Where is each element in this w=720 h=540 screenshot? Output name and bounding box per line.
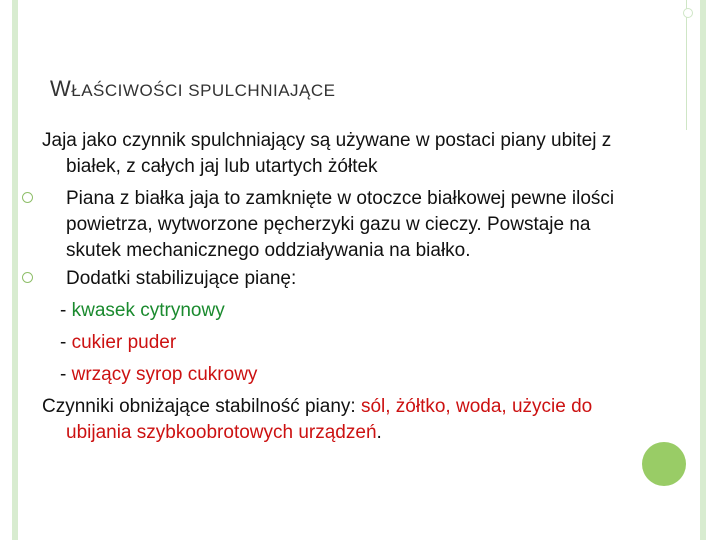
additive-item — [42, 362, 642, 388]
decorative-ring — [683, 8, 693, 18]
bullet-circle-icon — [22, 272, 33, 283]
additive-item — [42, 330, 642, 356]
bullet-item — [42, 266, 642, 292]
bullet-text: Piana z białka jaja to zamknięte w otoczce białkowej pewne ilości powietrza, wytworzone pęcherzyki gazu w cieczy. Powstaje na skutek mechanicznego oddziaływania na białko. — [66, 188, 615, 261]
dash: - — [60, 332, 72, 353]
additive-text: cukier puder — [71, 332, 177, 353]
title-rest: ŁAŚCIWOŚCI SPULCHNIAJĄCE — [71, 81, 336, 100]
additive-text: kwasek cytrynowy — [71, 300, 225, 321]
dash: - — [60, 300, 72, 321]
additive-text: wrzący syrop cukrowy — [71, 364, 258, 385]
factors-value: sól, żółtko, woda, użycie do ubijania szybkoobrotowych urządzeń — [66, 396, 593, 443]
factors-label: Czynniki obniżające stabilność piany: — [42, 396, 361, 417]
factors-paragraph — [42, 394, 642, 446]
dash: - — [60, 364, 72, 385]
slide-title — [50, 76, 336, 102]
bullet-text: Dodatki stabilizujące pianę: — [66, 268, 297, 289]
decorative-line — [686, 0, 687, 130]
slide-content — [42, 128, 642, 465]
factors-end: . — [376, 422, 382, 443]
title-first-letter: W — [50, 76, 72, 101]
additive-item — [42, 298, 642, 324]
decorative-circle — [642, 442, 686, 486]
intro-paragraph: Jaja jako czynnik spulchniający są używane w postaci piany ubitej z białek, z całych jaj lub utartych żółtek — [42, 130, 612, 177]
bullet-circle-icon — [22, 192, 33, 203]
bullet-item — [42, 186, 642, 264]
